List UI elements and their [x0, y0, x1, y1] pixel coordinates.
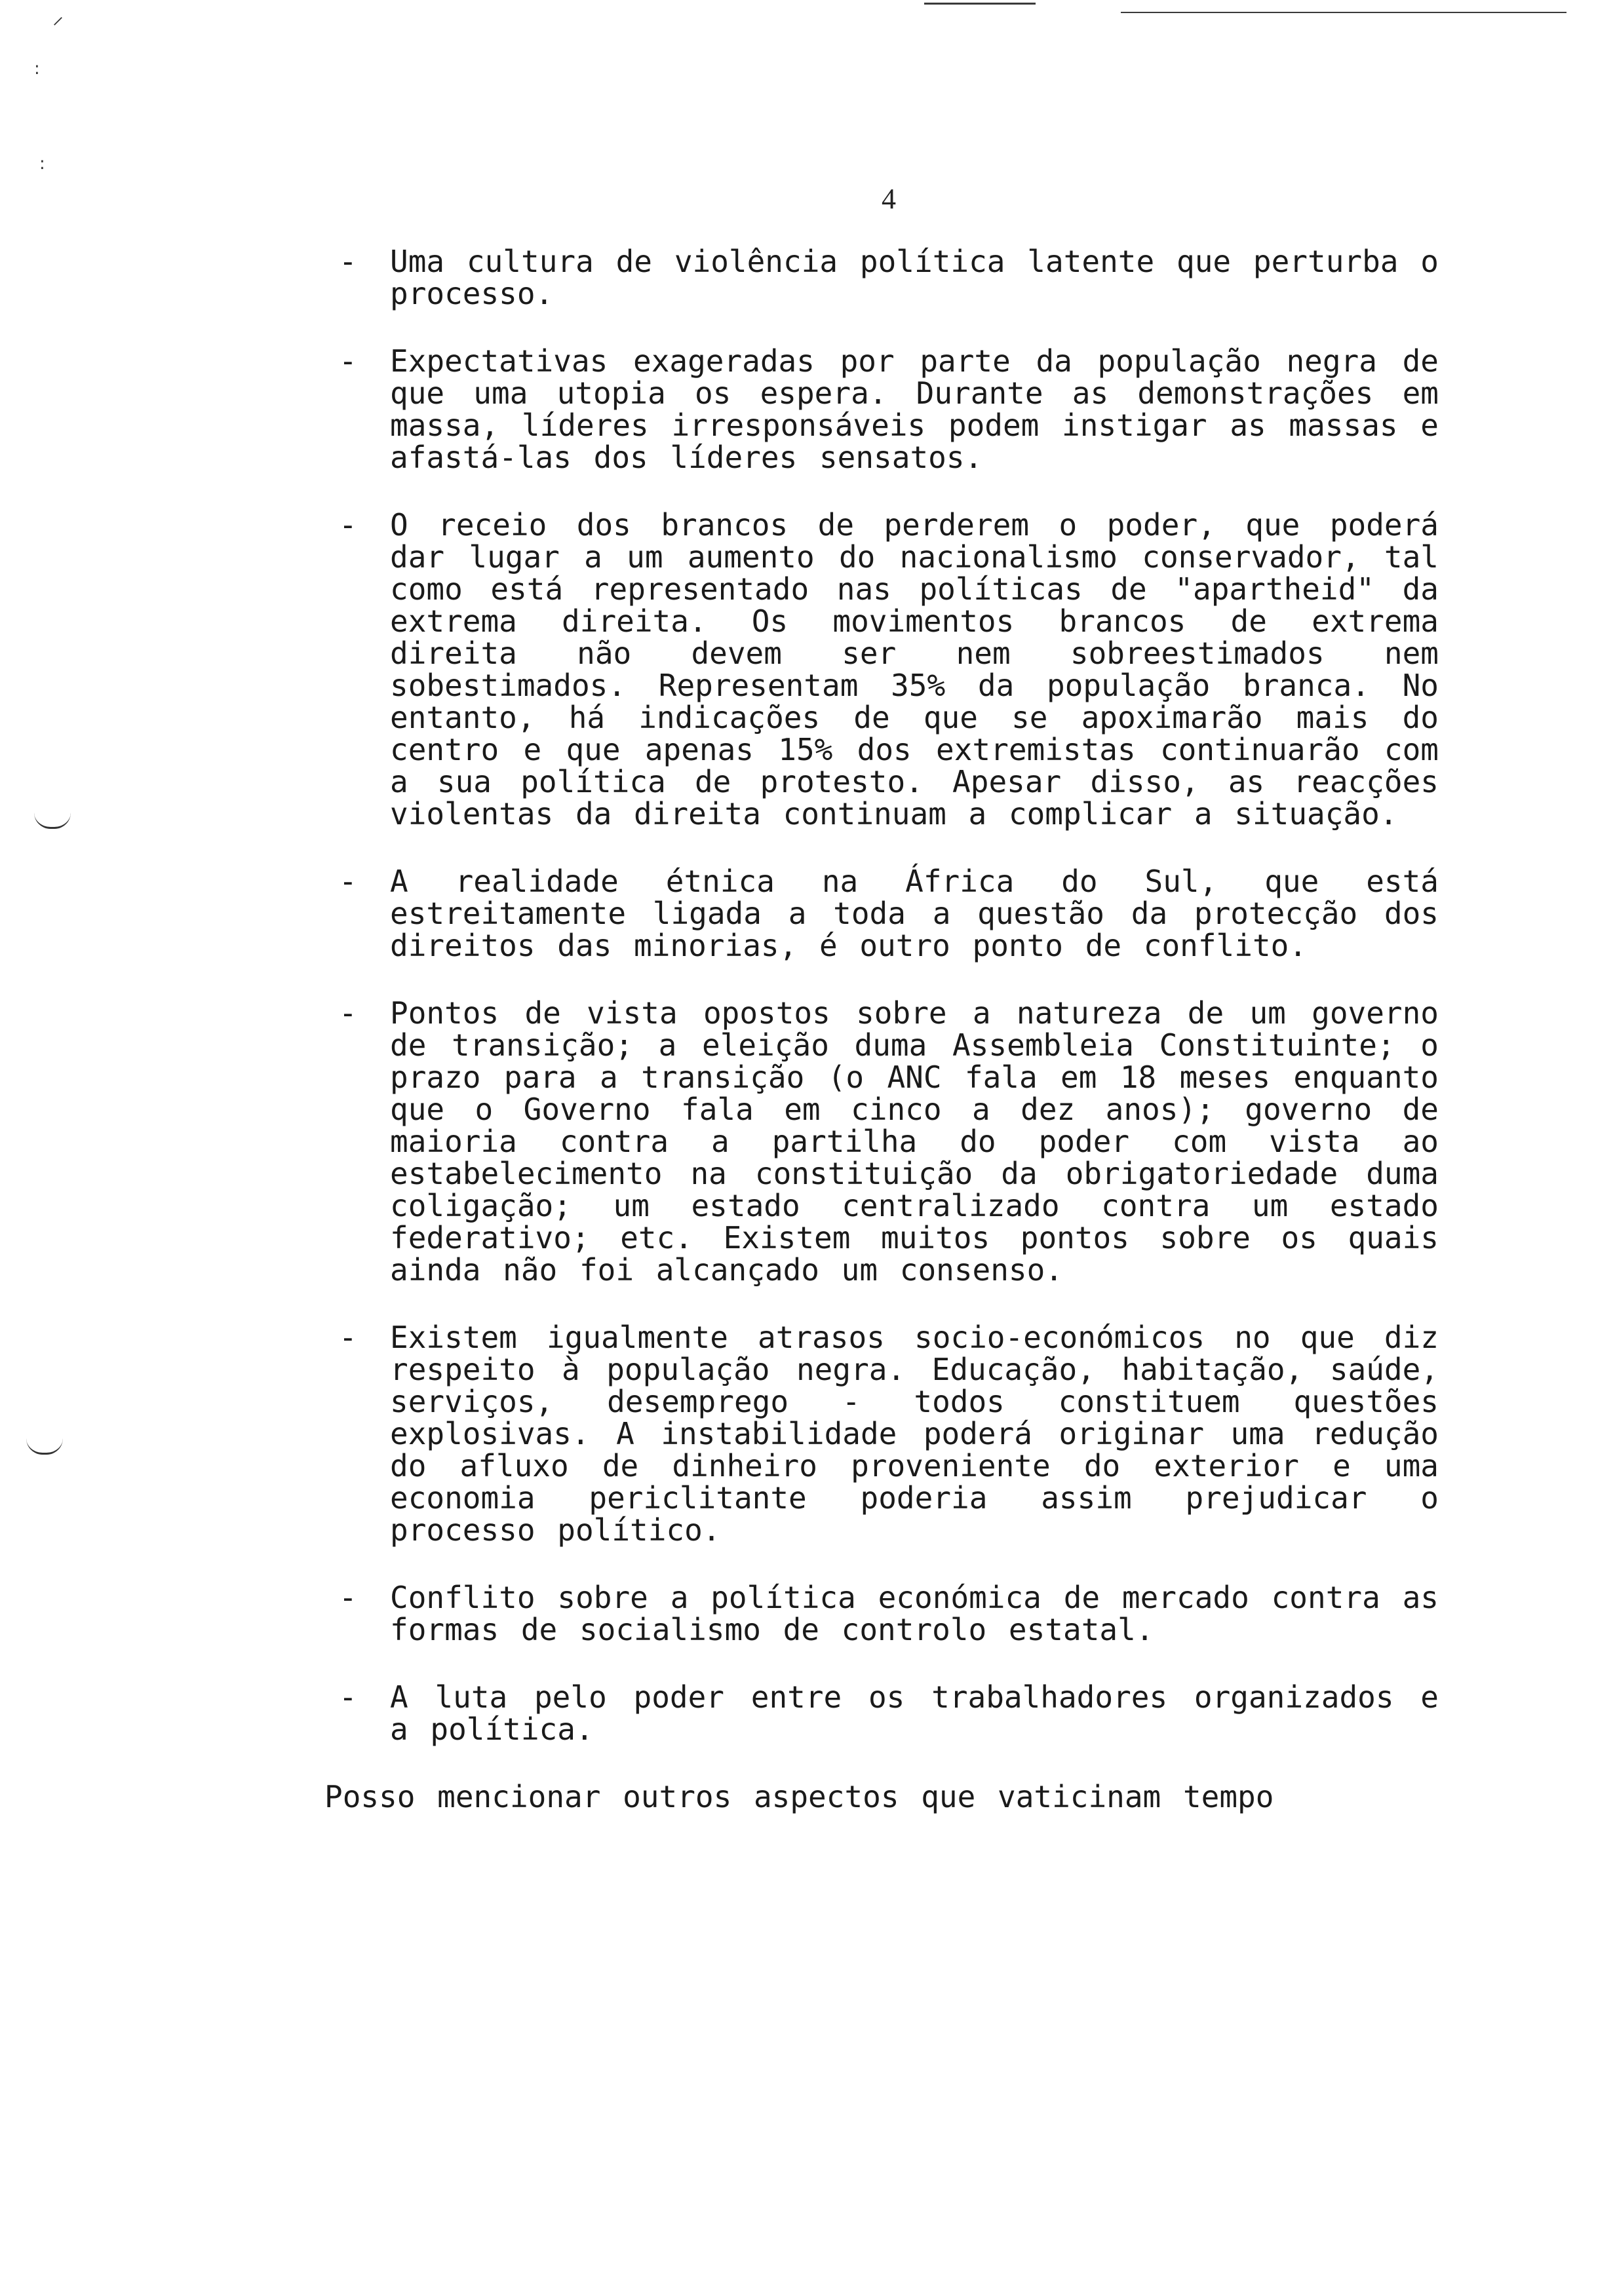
- document-body: [324, 246, 1439, 1813]
- bullet-dash: -: [339, 864, 357, 899]
- list-item: [324, 246, 1439, 310]
- scan-artifact-line: [924, 3, 1036, 5]
- closing-paragraph: Posso mencionar outros aspectos que vaticinam tempo: [324, 1779, 1274, 1814]
- list-item-text: Existem igualmente atrasos socio-económicos no que diz respeito à população negra. Educação, habitação, saúde, serviços, desemprego - todos constituem questões explosivas. A instabilidade poderá originar uma redução do afluxo de dinheiro proveniente do exterior e uma economia periclitante poderia assim prejudicar o processo político.: [390, 1320, 1439, 1548]
- page-number: 4: [882, 183, 896, 215]
- list-item: [324, 345, 1439, 474]
- bullet-dash: -: [339, 1679, 357, 1715]
- bullet-dash: -: [339, 1320, 357, 1355]
- list-item: [324, 1681, 1439, 1746]
- margin-tick-mark: ⸝: [52, 3, 64, 29]
- list-item: [324, 866, 1439, 962]
- bullet-dash: -: [339, 244, 357, 279]
- hole-punch-mark: [34, 813, 71, 829]
- scan-artifact-line: [1121, 12, 1566, 13]
- list-item: [324, 1582, 1439, 1646]
- bullet-dash: -: [339, 1580, 357, 1615]
- hole-punch-mark: [26, 1438, 63, 1455]
- list-item: [324, 1322, 1439, 1546]
- bullet-dash: -: [339, 995, 357, 1031]
- list-item-text: O receio dos brancos de perderem o poder, que poderá dar lugar a um aumento do nacionalismo conservador, tal como está representado nas políticas de "apartheid" da extrema direita. Os movimentos brancos de extrema direita não devem ser nem sobreestimados nem sobestimados. Representam 35% da população branca. No entanto, há indicações de que se apoximarão mais do centro e que apenas 15% dos extremistas continuarão com a sua política de protesto. Apesar disso, as reacções violentas da direita continuam a complicar a situação.: [390, 507, 1439, 832]
- list-item-text: Uma cultura de violência política latente que perturba o processo.: [390, 244, 1439, 311]
- margin-dot-mark: :: [34, 59, 40, 79]
- list-item-text: Pontos de vista opostos sobre a natureza de um governo de transição; a eleição duma Assembleia Constituinte; o prazo para a transição (o ANC fala em 18 meses enquanto que o Governo fala em cinco a dez anos); governo de maioria contra a partilha do poder com vista ao estabelecimento na constituição da obrigatoriedade duma coligação; um estado centralizado contra um estado federativo; etc. Existem muitos pontos sobre os quais ainda não foi alcançado um consenso.: [390, 995, 1439, 1288]
- list-item-text: A luta pelo poder entre os trabalhadores organizados e a política.: [390, 1679, 1439, 1747]
- list-item: [324, 509, 1439, 830]
- bullet-dash: -: [339, 507, 357, 543]
- margin-dot-mark: :: [39, 154, 45, 174]
- list-item-text: A realidade étnica na África do Sul, que está estreitamente ligada a toda a questão da protecção dos direitos das minorias, é outro ponto de conflito.: [390, 864, 1439, 963]
- bullet-dash: -: [339, 343, 357, 379]
- list-item-text: Expectativas exageradas por parte da população negra de que uma utopia os espera. Durante as demonstrações em massa, líderes irresponsáveis podem instigar as massas e afastá-las dos líderes sensatos.: [390, 343, 1439, 475]
- list-item-text: Conflito sobre a política económica de mercado contra as formas de socialismo de controlo estatal.: [390, 1580, 1439, 1647]
- list-item: [324, 997, 1439, 1286]
